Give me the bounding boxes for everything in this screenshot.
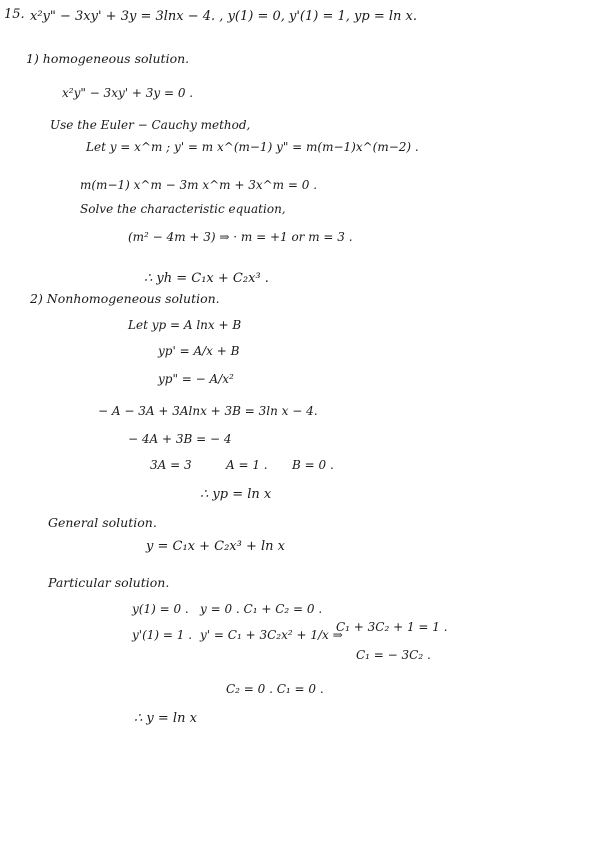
method-line: Use the Euler − Cauchy method,	[50, 118, 251, 132]
initial-condition-1: y(1) = 0 .	[132, 602, 189, 616]
particular-guess: Let yp = A lnx + B	[128, 318, 242, 332]
homogeneous-result: ∴ yh = C₁x + C₂x³ .	[144, 271, 269, 286]
let-substitution-line: Let y = x^m ; y' = m x^(m−1) y" = m(m−1)x^(m−2) .	[86, 140, 419, 154]
b-value: B = 0 .	[292, 458, 334, 472]
problem-number: 15.	[4, 7, 25, 22]
homogeneous-heading: 1) homogeneous solution.	[26, 51, 190, 66]
nonhomogeneous-heading: 2) Nonhomogeneous solution.	[30, 291, 220, 306]
general-solution-heading: General solution.	[48, 515, 157, 530]
particular-solution-heading: Particular solution.	[48, 575, 170, 590]
particular-second-derivative: yp" = − A/x²	[158, 372, 234, 386]
problem-statement: x²y" − 3xy' + 3y = 3lnx − 4. , y(1) = 0, y'(1) = 1, yp = ln x.	[30, 9, 417, 24]
homogeneous-equation: x²y" − 3xy' + 3y = 0 .	[62, 86, 194, 100]
condition-1-evaluation: y = 0 . C₁ + C₂ = 0 .	[200, 602, 323, 616]
final-answer: ∴ y = ln x	[134, 711, 197, 726]
initial-condition-2: y'(1) = 1 .	[132, 628, 193, 642]
characteristic-roots: (m² − 4m + 3) ⇒ · m = +1 or m = 3 .	[128, 230, 353, 244]
general-solution-equation: y = C₁x + C₂x³ + ln x	[146, 539, 286, 554]
condition-2-result: C₁ + 3C₂ + 1 = 1 .	[336, 620, 448, 634]
substituted-equation: m(m−1) x^m − 3m x^m + 3x^m = 0 .	[80, 178, 318, 192]
a-coefficient-equation: 3A = 3	[150, 458, 192, 472]
particular-result: ∴ yp = ln x	[200, 487, 272, 502]
condition-2-derivative: y' = C₁ + 3C₂x² + 1/x ⇒	[200, 628, 343, 642]
particular-first-derivative: yp' = A/x + B	[158, 344, 240, 358]
a-value: A = 1 .	[226, 458, 268, 472]
solve-characteristic-line: Solve the characteristic equation,	[80, 202, 286, 216]
constants-values: C₂ = 0 . C₁ = 0 .	[226, 682, 324, 696]
c1-relation: C₁ = − 3C₂ .	[356, 648, 431, 662]
coefficient-equation: − 4A + 3B = − 4	[128, 432, 232, 446]
substituted-particular-equation: − A − 3A + 3Alnx + 3B = 3ln x − 4.	[98, 404, 318, 418]
